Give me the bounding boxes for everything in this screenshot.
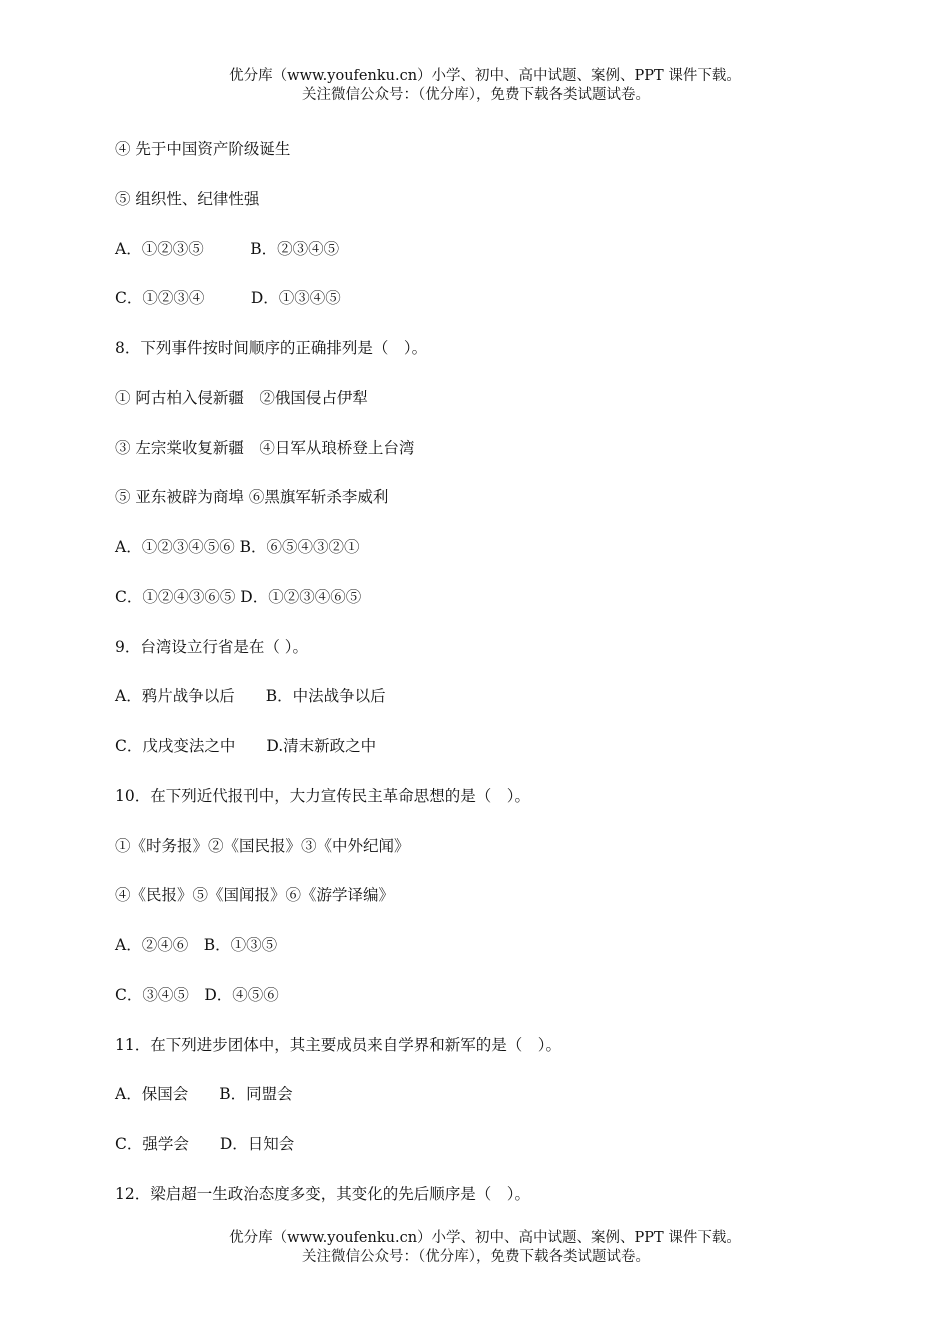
header-line-2: 关注微信公众号：（优分库），免费下载各类试题试卷。 <box>302 87 650 103</box>
header-line-1: 优分库（www.youfenku.cn）小学、初中、高中试题、案例、PPT 课件下载。 <box>229 68 741 84</box>
page-header <box>0 67 950 105</box>
question-8-events-1: ① 阿古柏入侵新疆 ②俄国侵占伊犁 <box>115 389 368 407</box>
question-11: 11．在下列进步团体中，其主要成员来自学界和新军的是（ ）。 <box>115 1036 561 1054</box>
question-8-choices-ab: A．①②③④⑤⑥ B．⑥⑤④③②① <box>115 538 360 556</box>
question-10: 10．在下列近代报刊中，大力宣传民主革命思想的是（ ）。 <box>115 787 530 805</box>
question-8-events-3: ⑤ 亚东被辟为商埠 ⑥黑旗军斩杀李威利 <box>115 488 389 506</box>
question-11-choices-ab: A．保国会 B．同盟会 <box>115 1085 293 1103</box>
question-8: 8．下列事件按时间顺序的正确排列是（ ）。 <box>115 339 428 357</box>
page-footer <box>0 1229 950 1267</box>
question-8-choices-cd: C．①②④③⑥⑤ D．①②③④⑥⑤ <box>115 588 362 606</box>
question-8-events-2: ③ 左宗棠收复新疆 ④日军从琅桥登上台湾 <box>115 439 415 457</box>
answer-choices-ab: A．①②③⑤ B．②③④⑤ <box>115 240 340 258</box>
question-11-choices-cd: C．强学会 D．日知会 <box>115 1135 295 1153</box>
question-10-choices-cd: C．③④⑤ D．④⑤⑥ <box>115 986 279 1004</box>
question-9: 9．台湾设立行省是在（ ）。 <box>115 638 309 656</box>
option-item-4: ④ 先于中国资产阶级诞生 <box>115 140 291 158</box>
option-item-5: ⑤ 组织性、纪律性强 <box>115 190 260 208</box>
footer-line-2: 关注微信公众号：（优分库），免费下载各类试题试卷。 <box>302 1249 650 1265</box>
question-10-choices-ab: A．②④⑥ B．①③⑤ <box>115 936 278 954</box>
question-10-items-1: ①《时务报》②《国民报》③《中外纪闻》 <box>115 837 410 855</box>
answer-choices-cd: C．①②③④ D．①③④⑤ <box>115 289 341 307</box>
question-9-choices-ab: A．鸦片战争以后 B．中法战争以后 <box>115 687 386 705</box>
question-9-choices-cd: C．戊戌变法之中 D.清末新政之中 <box>115 737 377 755</box>
question-10-items-2: ④《民报》⑤《国闻报》⑥《游学译编》 <box>115 886 395 904</box>
question-12: 12．梁启超一生政治态度多变，其变化的先后顺序是（ ）。 <box>115 1185 530 1203</box>
footer-line-1: 优分库（www.youfenku.cn）小学、初中、高中试题、案例、PPT 课件下载。 <box>229 1230 741 1246</box>
